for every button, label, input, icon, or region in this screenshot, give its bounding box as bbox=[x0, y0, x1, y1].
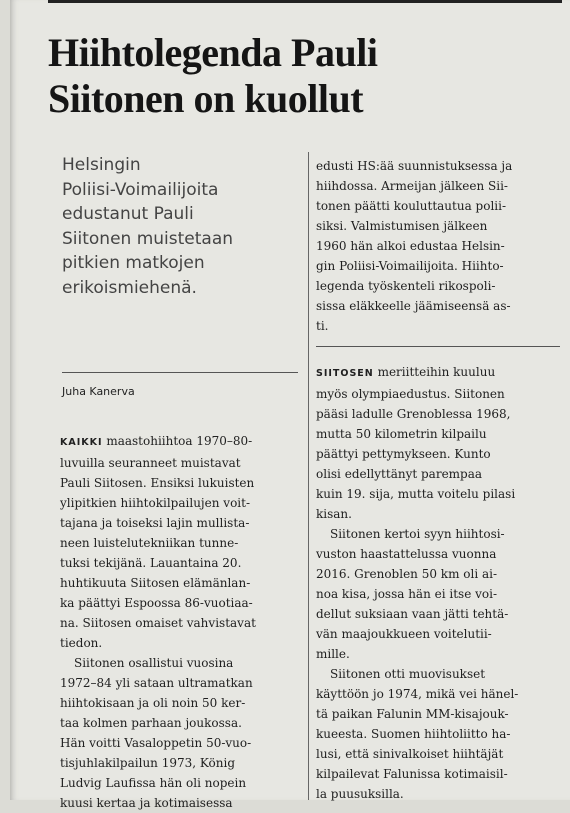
lead-line: pitkien matkojen bbox=[62, 253, 205, 273]
body-line: vuston haastattelussa vuonna bbox=[316, 547, 497, 561]
top-rule bbox=[48, 0, 562, 3]
body-line: vän maajoukkueen voitelutii- bbox=[316, 627, 492, 641]
body-line: olisi edellyttänyt parempaa bbox=[316, 467, 483, 481]
body-line: legenda työskenteli rikospoli- bbox=[316, 279, 496, 293]
body-line: la puusuksilla. bbox=[316, 787, 404, 801]
body-line: ka päättyi Espoossa 86-vuotiaa- bbox=[60, 596, 253, 610]
newspaper-page bbox=[10, 0, 570, 810]
byline-rule bbox=[62, 372, 298, 373]
body-line: 1960 hän alkoi edustaa Helsin- bbox=[316, 239, 505, 253]
body-line: Siitonen kertoi syyn hiihtosi- bbox=[330, 527, 505, 541]
body-line: Ludvig Laufissa hän oli nopein bbox=[60, 776, 247, 790]
body-line: kilpailevat Falunissa kotimaisil- bbox=[316, 767, 508, 781]
body-line: huhtikuuta Siitosen elämänlan- bbox=[60, 576, 251, 590]
headline-line: Hiihtolegenda Pauli bbox=[48, 30, 378, 75]
body-line: Siitonen otti muovisukset bbox=[330, 667, 486, 681]
body-line: tajana ja toiseksi lajin mullista- bbox=[60, 516, 250, 530]
body-line: Siitonen osallistui vuosina bbox=[74, 656, 234, 670]
body-line: edusti HS:ää suunnistuksessa ja bbox=[316, 159, 513, 173]
body-line: hiihdossa. Armeijan jälkeen Sii- bbox=[316, 179, 508, 193]
body-line: 1972–84 yli sataan ultramatkan bbox=[60, 676, 253, 690]
body-line: tuksi tekijänä. Lauantaina 20. bbox=[60, 556, 242, 570]
body-line: 2016. Grenoblen 50 km oli ai- bbox=[316, 567, 498, 581]
body-column-right bbox=[316, 156, 566, 804]
byline: Juha Kanerva bbox=[62, 385, 135, 398]
body-line: kisan. bbox=[316, 507, 352, 521]
body-line: dellut suksiaan vaan jätti tehtä- bbox=[316, 607, 509, 621]
body-line: käyttöön jo 1974, mikä vei hänel- bbox=[316, 687, 519, 701]
body-line: tä paikan Falunin MM-kisajouk- bbox=[316, 707, 509, 721]
body-line: noa kisa, jossa hän ei itse voi- bbox=[316, 587, 498, 601]
body-line: myös olympiaedustus. Siitonen bbox=[316, 387, 505, 401]
body-line: Hän voitti Vasaloppetin 50-vuo- bbox=[60, 736, 252, 750]
body-line: na. Siitosen omaiset vahvistavat bbox=[60, 616, 256, 630]
body-line: ylipitkien hiihtokilpailujen voit- bbox=[60, 496, 251, 510]
body-line: luvuilla seuranneet muistavat bbox=[60, 456, 241, 470]
body-line: hiihtokisaan ja oli noin 50 ker- bbox=[60, 696, 246, 710]
lead-line: erikoismiehenä. bbox=[62, 277, 197, 298]
body-line: Pauli Siitosen. Ensiksi lukuisten bbox=[60, 476, 255, 490]
lead-paragraph bbox=[62, 153, 297, 300]
lead-word: SIITOSEN bbox=[316, 368, 374, 379]
lead-line: Siitonen muistetaan bbox=[62, 228, 234, 249]
section-rule bbox=[316, 346, 560, 347]
lead-line: Poliisi-Voimailijoita bbox=[62, 179, 219, 200]
body-line: kuin 19. sija, mutta voitelu pilasi bbox=[316, 487, 516, 501]
body-line: KAIKKI maastohiihtoa 1970–80- bbox=[60, 434, 253, 448]
body-line: kuusi kertaa ja kotimaisessa bbox=[60, 796, 233, 810]
lead-line: edustanut Pauli bbox=[62, 204, 194, 224]
body-line: tisjuhlakilpailun 1973, König bbox=[60, 756, 236, 770]
body-line: päättyi pettymykseen. Kunto bbox=[316, 447, 491, 461]
body-line: neen luistelutekniikan tunne- bbox=[60, 536, 239, 550]
lead-word: KAIKKI bbox=[60, 437, 103, 448]
body-line: sissa eläkkeelle jäämiseensä as- bbox=[316, 299, 511, 313]
body-line: ti. bbox=[316, 319, 329, 333]
headline-line: Siitonen on kuollut bbox=[48, 76, 364, 121]
body-line: tiedon. bbox=[60, 636, 103, 650]
body-line: mutta 50 kilometrin kilpailu bbox=[316, 427, 487, 441]
body-line: taa kolmen parhaan joukossa. bbox=[60, 716, 242, 730]
body-line: SIITOSEN meriitteihin kuuluu bbox=[316, 365, 496, 379]
body-line: mille. bbox=[316, 647, 350, 661]
body-line: pääsi ladulle Grenoblessa 1968, bbox=[316, 407, 511, 421]
body-line: lusi, että sinivalkoiset hiihtäjät bbox=[316, 747, 504, 761]
body-line: siksi. Valmistumisen jälkeen bbox=[316, 219, 488, 233]
body-line: kueesta. Suomen hiihtoliitto ha- bbox=[316, 727, 511, 741]
lead-line: Helsingin bbox=[62, 155, 141, 175]
body-line: tonen päätti kouluttautua polii- bbox=[316, 199, 507, 213]
headline bbox=[48, 30, 558, 122]
body-column-left bbox=[60, 431, 310, 813]
body-line: gin Poliisi-Voimailijoita. Hiihto- bbox=[316, 259, 504, 273]
